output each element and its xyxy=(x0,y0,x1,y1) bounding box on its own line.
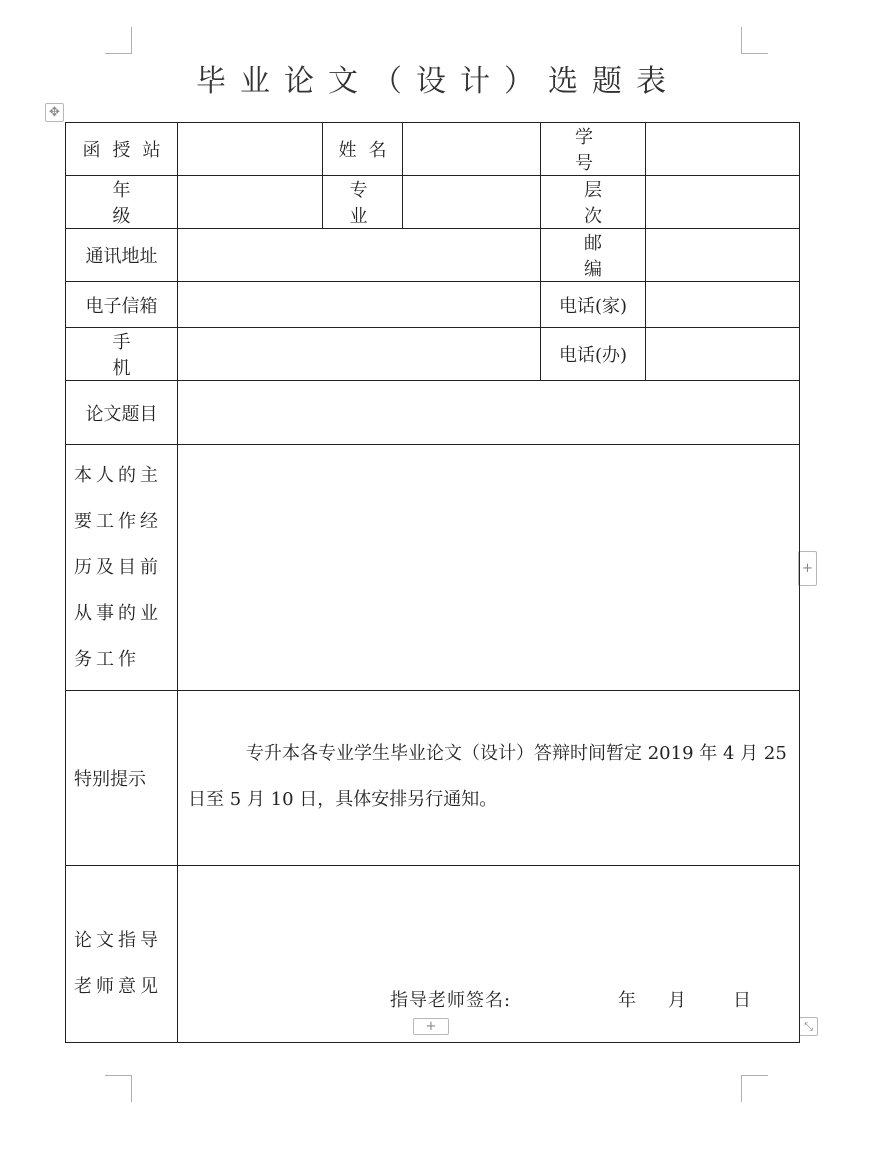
label-student-id: 学号 xyxy=(541,123,646,176)
field-mobile[interactable] xyxy=(178,328,541,381)
label-name: 姓名 xyxy=(323,123,403,176)
table-resize-icon[interactable]: ⤡ xyxy=(799,1017,818,1036)
label-line: 本人的主 xyxy=(74,465,162,486)
document-title: 毕业论文（设计）选题表 xyxy=(196,64,680,99)
label-line: 务工作 xyxy=(74,649,140,670)
field-work-experience[interactable] xyxy=(178,445,800,691)
field-postcode[interactable] xyxy=(646,229,800,282)
field-major[interactable] xyxy=(403,176,541,229)
page-corner-mark xyxy=(105,27,132,54)
label-phone-office: 电话(办) xyxy=(541,328,646,381)
field-phone-home[interactable] xyxy=(646,282,800,328)
signature-label: 指导老师签名: xyxy=(390,990,512,1011)
label-line: 老师意见 xyxy=(74,976,162,997)
label-phone-home: 电话(家) xyxy=(541,282,646,328)
selection-form-table xyxy=(65,122,800,1043)
add-column-icon[interactable]: + xyxy=(798,551,817,586)
field-phone-office[interactable] xyxy=(646,328,800,381)
page-corner-mark xyxy=(105,1075,132,1102)
label-address: 通讯地址 xyxy=(66,229,178,282)
signature-area xyxy=(178,866,799,1042)
label-grade: 年级 xyxy=(66,176,178,229)
label-special-notice: 特别提示 xyxy=(66,691,178,866)
field-advisor-opinion[interactable] xyxy=(178,866,800,1043)
label-line: 要工作经 xyxy=(74,511,162,532)
label-line: 从事的业 xyxy=(74,603,162,624)
label-mobile: 手机 xyxy=(66,328,178,381)
label-level: 层次 xyxy=(541,176,646,229)
label-line: 历及目前 xyxy=(74,557,162,578)
field-address[interactable] xyxy=(178,229,541,282)
field-thesis-topic[interactable] xyxy=(178,381,800,445)
label-major: 专业 xyxy=(323,176,403,229)
label-thesis-topic: 论文题目 xyxy=(66,381,178,445)
field-name[interactable] xyxy=(403,123,541,176)
notice-text: 专升本各专业学生毕业论文（设计）答辩时间暂定 2019 年 4 月 25 日至 5 月 10 日，具体安排另行通知。 xyxy=(188,743,787,810)
field-level[interactable] xyxy=(646,176,800,229)
field-email[interactable] xyxy=(178,282,541,328)
label-work-experience xyxy=(66,445,178,691)
field-student-id[interactable] xyxy=(646,123,800,176)
label-station: 函授站 xyxy=(66,123,178,176)
add-row-icon[interactable]: + xyxy=(413,1018,449,1035)
special-notice-content xyxy=(178,691,800,866)
page-corner-mark xyxy=(741,27,768,54)
table-move-icon[interactable]: ✥ xyxy=(45,103,64,122)
field-grade[interactable] xyxy=(178,176,323,229)
signature-year: 年 xyxy=(618,990,636,1011)
signature-month: 月 xyxy=(668,990,686,1011)
field-station[interactable] xyxy=(178,123,323,176)
label-line: 论文指导 xyxy=(74,930,162,951)
label-advisor-opinion xyxy=(66,866,178,1043)
page-corner-mark xyxy=(741,1075,768,1102)
signature-day: 日 xyxy=(733,990,751,1011)
label-postcode: 邮编 xyxy=(541,229,646,282)
label-email: 电子信箱 xyxy=(66,282,178,328)
